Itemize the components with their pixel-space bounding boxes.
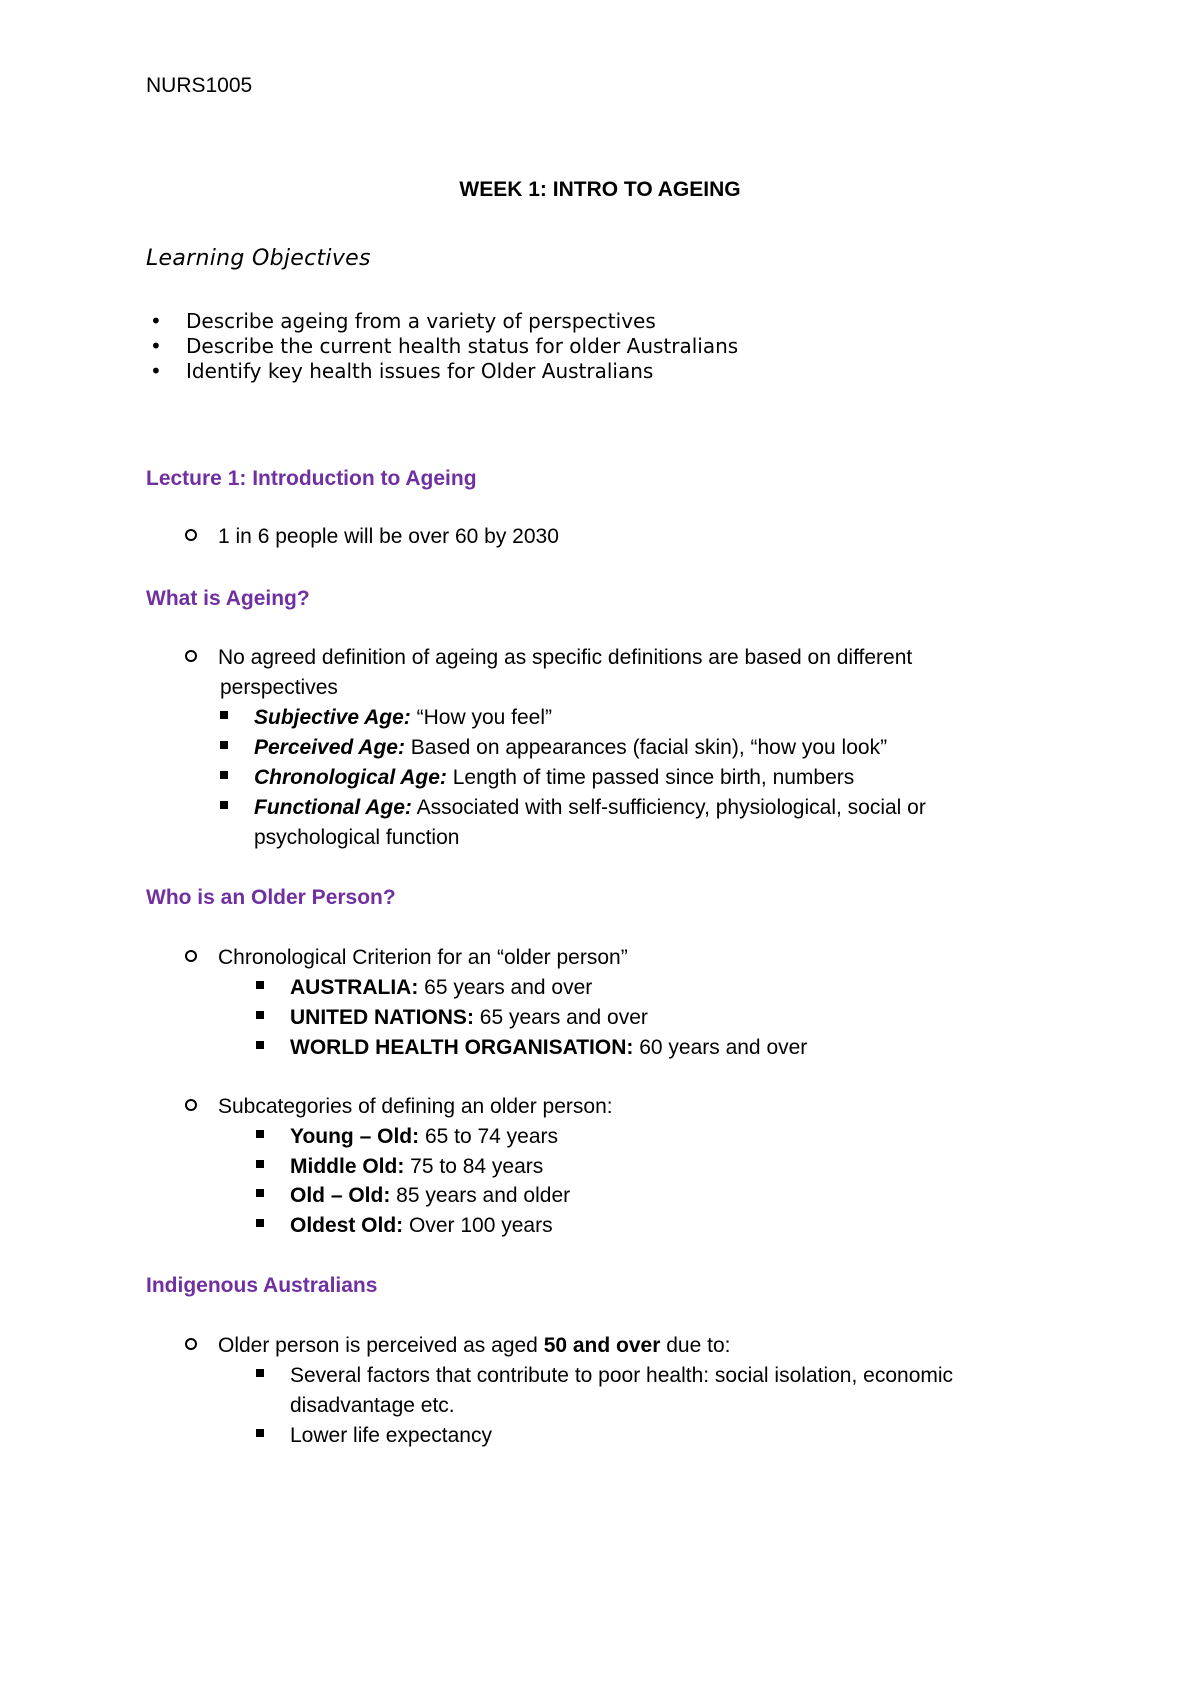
square-bullet-icon <box>256 1219 264 1227</box>
square-bullet-icon <box>256 1369 264 1377</box>
circle-bullet-icon <box>185 650 197 662</box>
circle-bullet-icon <box>185 529 197 541</box>
objective-item: • Identify key health issues for Older Australians <box>150 359 654 383</box>
square-bullet-icon <box>256 1011 264 1019</box>
square-bullet-icon <box>220 741 228 749</box>
square-bullet-icon <box>220 801 228 809</box>
bullet-icon: • <box>150 334 162 358</box>
circle-bullet-icon <box>185 1099 197 1111</box>
bullet-icon: • <box>150 359 162 383</box>
sub-list-item: UNITED NATIONS: 65 years and over <box>256 1006 648 1030</box>
course-code: NURS1005 <box>146 74 253 97</box>
list-item-continuation: perspectives <box>220 676 338 699</box>
list-item: Older person is perceived as aged 50 and over due to: <box>185 1334 730 1358</box>
square-bullet-icon <box>256 981 264 989</box>
sub-list-item: AUSTRALIA: 65 years and over <box>256 976 592 1000</box>
older-person-heading: Who is an Older Person? <box>146 886 396 909</box>
square-bullet-icon <box>220 711 228 719</box>
what-is-ageing-heading: What is Ageing? <box>146 587 310 610</box>
sub-list-item: Several factors that contribute to poor health: social isolation, economic <box>256 1364 953 1388</box>
square-bullet-icon <box>256 1429 264 1437</box>
list-item: Chronological Criterion for an “older person” <box>185 946 628 970</box>
sub-list-item: Functional Age: Associated with self-sufficiency, physiological, social or <box>220 796 926 820</box>
sub-list-item-continuation: psychological function <box>254 826 460 849</box>
sub-list-item: Middle Old: 75 to 84 years <box>256 1155 543 1179</box>
square-bullet-icon <box>256 1189 264 1197</box>
circle-bullet-icon <box>185 1338 197 1350</box>
sub-list-item: WORLD HEALTH ORGANISATION: 60 years and over <box>256 1036 807 1060</box>
square-bullet-icon <box>256 1130 264 1138</box>
sub-list-item: Young – Old: 65 to 74 years <box>256 1125 558 1149</box>
page-title: WEEK 1: INTRO TO AGEING <box>459 178 741 201</box>
objective-item: • Describe ageing from a variety of perspectives <box>150 309 656 333</box>
square-bullet-icon <box>256 1041 264 1049</box>
objective-item: • Describe the current health status for older Australians <box>150 334 739 358</box>
lecture1-heading: Lecture 1: Introduction to Ageing <box>146 467 477 490</box>
list-item: Subcategories of defining an older person: <box>185 1095 613 1119</box>
bullet-icon: • <box>150 309 162 333</box>
sub-list-item: Subjective Age: “How you feel” <box>220 706 552 730</box>
learning-objectives-heading: Learning Objectives <box>146 246 371 271</box>
square-bullet-icon <box>256 1160 264 1168</box>
circle-bullet-icon <box>185 950 197 962</box>
list-item: 1 in 6 people will be over 60 by 2030 <box>185 525 559 549</box>
sub-list-item: Old – Old: 85 years and older <box>256 1184 570 1208</box>
indigenous-heading: Indigenous Australians <box>146 1274 378 1297</box>
list-item: No agreed definition of ageing as specific definitions are based on different <box>185 646 912 670</box>
square-bullet-icon <box>220 771 228 779</box>
sub-list-item: Perceived Age: Based on appearances (facial skin), “how you look” <box>220 736 887 760</box>
sub-list-item: Chronological Age: Length of time passed since birth, numbers <box>220 766 854 790</box>
sub-list-item: Lower life expectancy <box>256 1424 492 1448</box>
sub-list-item: Oldest Old: Over 100 years <box>256 1214 553 1238</box>
sub-list-item-continuation: disadvantage etc. <box>290 1394 455 1417</box>
